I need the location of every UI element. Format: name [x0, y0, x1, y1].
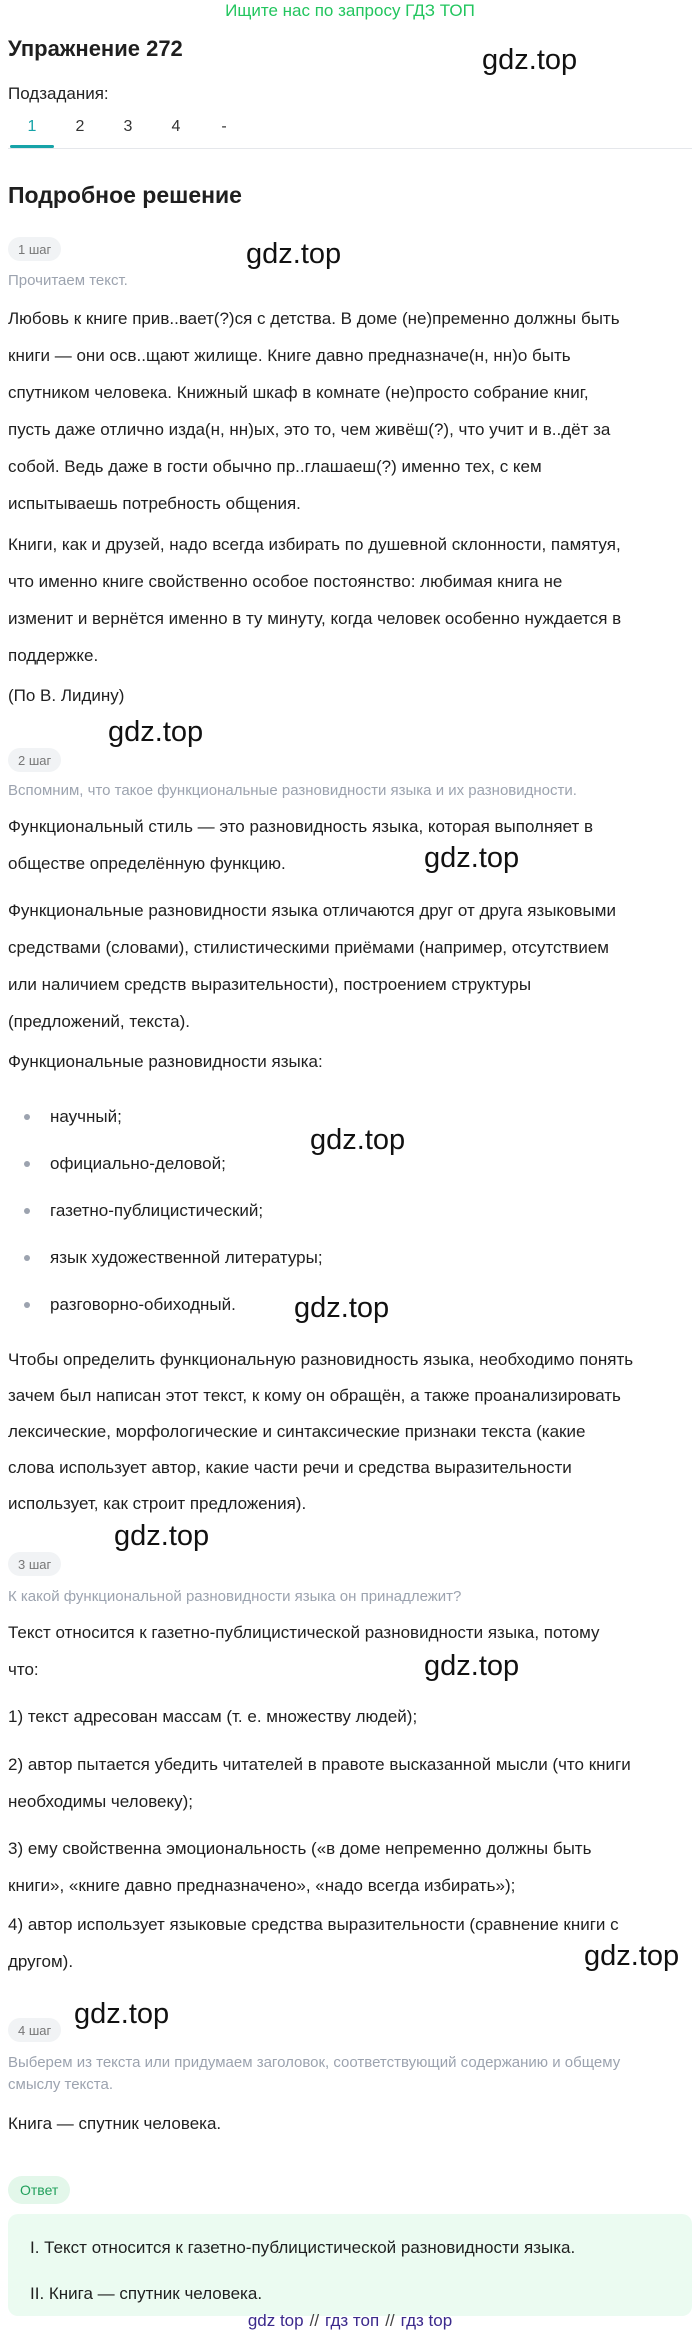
text-line: 3) ему свойственна эмоциональность («в доме непременно должны быть: [8, 1839, 592, 1858]
step-badge-3: 3 шаг: [8, 1552, 61, 1576]
footer-links: [0, 2310, 700, 2332]
author-credit: (По В. Лидину): [8, 686, 125, 705]
list-item: научный;: [24, 1106, 323, 1153]
watermark: gdz.top: [424, 842, 520, 874]
text-line: использует, как строит предложения).: [8, 1494, 307, 1513]
step2-p1: [8, 808, 692, 882]
step-hint-1: Прочитаем текст.: [8, 272, 128, 289]
tab-4[interactable]: 4: [171, 118, 181, 135]
step-badge-2: 2 шаг: [8, 748, 61, 772]
text-line: лексические, морфологические и синтаксические признаки текста (какие: [8, 1422, 586, 1441]
tab-3[interactable]: 3: [123, 118, 133, 135]
text-line: поддержке.: [8, 646, 99, 665]
text-line: Функциональные разновидности языка отличаются друг от друга языковыми: [8, 901, 616, 920]
tab-1[interactable]: 1: [8, 108, 56, 146]
reason-1: 1) текст адресован массам (т. е. множеству людей);: [8, 1707, 418, 1726]
step4-answer-text: Книга — спутник человека.: [8, 2114, 222, 2133]
step-badge-1: 1 шаг: [8, 237, 61, 261]
tab-dash[interactable]: -: [221, 118, 227, 135]
subtasks-label: Подзадания:: [8, 84, 109, 103]
watermark: gdz.top: [584, 1940, 680, 1972]
text-line: Любовь к книге прив..вает(?)ся с детства. В доме (не)пременно должны быть: [8, 309, 620, 328]
list-item: язык художественной литературы;: [24, 1247, 323, 1294]
watermark: gdz.top: [294, 1292, 390, 1324]
step2-p3: [8, 1342, 692, 1522]
footer-separator: //: [385, 2311, 395, 2330]
step2-p2: [8, 892, 692, 1040]
list-item: официально-деловой;: [24, 1153, 323, 1200]
text-line: книги», «книге давно предназначено», «надо всегда избирать»);: [8, 1876, 516, 1895]
text-line: 2) автор пытается убедить читателей в правоте высказанной мысли (что книги: [8, 1755, 631, 1774]
text-line: изменит и вернётся именно в ту минуту, когда человек особенно нуждается в: [8, 609, 622, 628]
text-line: обществе определённую функцию.: [8, 854, 286, 873]
watermark: gdz.top: [424, 1650, 520, 1682]
section-title: Подробное решение: [8, 182, 242, 208]
watermark: gdz.top: [108, 716, 204, 748]
footer-link-gdz-top-ru[interactable]: гдз топ: [325, 2311, 380, 2330]
step3-intro: [8, 1614, 692, 1688]
text-line: собой. Ведь даже в гости обычно пр..глашаеш(?) именно тех, с кем: [8, 457, 542, 476]
text-line: необходимы человеку);: [8, 1792, 194, 1811]
text-line: другом).: [8, 1952, 74, 1971]
text-line: книги — они осв..щают жилище. Книге давно предназначе(н, нн)о быть: [8, 346, 571, 365]
list-item: газетно-публицистический;: [24, 1200, 323, 1247]
answer-badge: Ответ: [8, 2176, 70, 2204]
footer-separator: //: [309, 2311, 320, 2330]
list-item: разговорно-обиходный.: [24, 1294, 323, 1341]
watermark: gdz.top: [114, 1520, 210, 1552]
watermark: gdz.top: [310, 1124, 406, 1156]
text-line: что именно книге свойственно особое постоянство: любимая книга не: [8, 572, 563, 591]
exercise-text-p1: [8, 300, 692, 522]
list-title: Функциональные разновидности языка:: [8, 1052, 323, 1071]
page-title: Упражнение 272: [8, 36, 183, 61]
varieties-list: [24, 1106, 323, 1341]
text-line: Чтобы определить функциональную разновидность языка, необходимо понять: [8, 1350, 634, 1369]
step-badge-4: 4 шаг: [8, 2018, 61, 2042]
footer-link-gdz-top[interactable]: gdz top: [247, 2311, 304, 2330]
answer-box: [8, 2214, 692, 2316]
reason-2: [8, 1746, 692, 1820]
reason-3: [8, 1830, 692, 1904]
text-line: испытываешь потребность общения.: [8, 494, 301, 513]
step-hint-4: [8, 2052, 692, 2096]
tab-2[interactable]: 2: [75, 118, 85, 135]
footer-link-gdz-top-mixed[interactable]: гдз top: [400, 2311, 453, 2330]
text-line: Книги, как и друзей, надо всегда избирать по душевной склонности, памятуя,: [8, 535, 621, 554]
text-line: средствами (словами), стилистическими приёмами (например, отсутствием: [8, 938, 609, 957]
text-line: смыслу текста.: [8, 2076, 113, 2093]
text-line: Функциональный стиль — это разновидность языка, которая выполняет в: [8, 817, 593, 836]
text-line: (предложений, текста).: [8, 1012, 190, 1031]
text-line: или наличием средств выразительности), построением структуры: [8, 975, 532, 994]
exercise-text-p2: [8, 526, 692, 674]
divider: [8, 148, 692, 149]
text-line: 4) автор использует языковые средства выразительности (сравнение книги с: [8, 1915, 619, 1934]
text-line: зачем был написан этот текст, к кому он обращён, а также проанализировать: [8, 1386, 621, 1405]
text-line: пусть даже отлично изда(н, нн)ых, это то, чем живёш(?), что учит и в..дёт за: [8, 420, 611, 439]
subtask-tabs: [8, 108, 248, 146]
text-line: слова использует автор, какие части речи и средства выразительности: [8, 1458, 572, 1477]
step-hint-3: К какой функциональной разновидности языка он принадлежит?: [8, 1588, 462, 1605]
text-line: спутником человека. Книжный шкаф в комнате (не)просто собрание книг,: [8, 383, 589, 402]
watermark: gdz.top: [74, 1998, 170, 2030]
answer-line-1: I. Текст относится к газетно-публицистической разновидности языка.: [30, 2238, 576, 2257]
step-hint-2: Вспомним, что такое функциональные разновидности языка и их разновидности.: [8, 782, 577, 799]
text-line: Текст относится к газетно-публицистической разновидности языка, потому: [8, 1623, 600, 1642]
text-line: что:: [8, 1660, 39, 1679]
watermark: gdz.top: [246, 238, 342, 270]
watermark: gdz.top: [482, 44, 578, 76]
top-banner[interactable]: Ищите нас по запросу ГДЗ ТОП: [225, 1, 475, 20]
text-line: Выберем из текста или придумаем заголовок, соответствующий содержанию и общему: [8, 2054, 621, 2071]
answer-line-2: II. Книга — спутник человека.: [30, 2284, 263, 2303]
